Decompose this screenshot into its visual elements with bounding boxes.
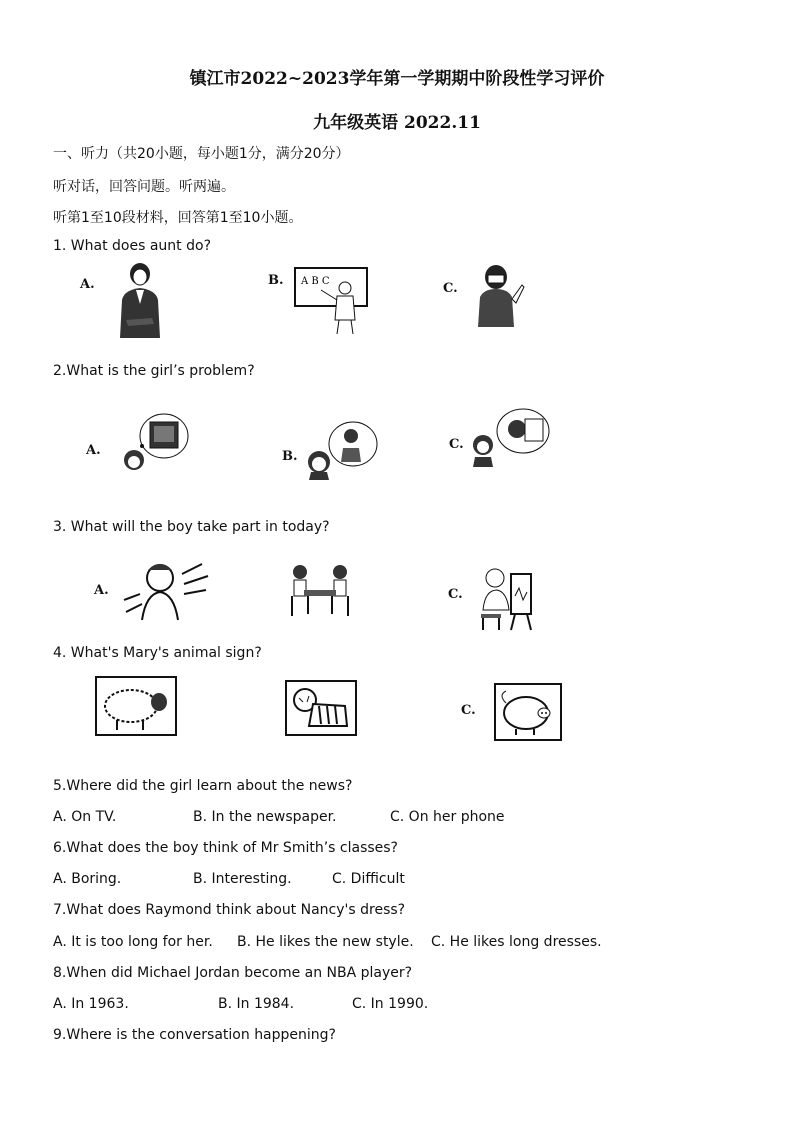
- board-text: A B C: [301, 276, 330, 287]
- picture-pig: [494, 683, 562, 741]
- option-label: C.: [443, 281, 458, 296]
- option-c: C. He likes long dresses.: [431, 934, 602, 950]
- picture-sheep: [95, 676, 177, 736]
- picture-masked-man: [472, 263, 527, 327]
- option-c: C. Difficult: [332, 871, 405, 887]
- option-label: B.: [282, 449, 298, 464]
- option-label: A.: [94, 583, 109, 598]
- option-label: C.: [461, 703, 476, 718]
- picture-teacher-at-board: [293, 266, 371, 336]
- instruction-line: 听第1至10段材料，回答第1至10小题。: [53, 210, 303, 226]
- picture-tiger: [285, 680, 357, 736]
- option-label: C.: [449, 437, 464, 452]
- question-6: 6.What does the boy think of Mr Smith’s classes?: [53, 840, 398, 856]
- option-a: A. Boring.: [53, 871, 122, 887]
- instruction-line: 听对话，回答问题。听两遍。: [53, 179, 235, 195]
- option-b: B. In 1984.: [218, 996, 295, 1012]
- question-8: 8.When did Michael Jordan become an NBA player?: [53, 965, 413, 981]
- picture-girl-thinking-doctor: [303, 418, 379, 480]
- option-b: B. In the newspaper.: [193, 809, 337, 825]
- question-1: 1. What does aunt do?: [53, 238, 211, 254]
- option-c: C. On her phone: [390, 809, 505, 825]
- option-a: A. In 1963.: [53, 996, 129, 1012]
- page-title: 镇江市2022~2023学年第一学期期中阶段性学习评价: [189, 69, 605, 89]
- question-7: 7.What does Raymond think about Nancy's dress?: [53, 902, 406, 918]
- picture-boy-singing: [122, 560, 212, 622]
- picture-woman-in-suit: [112, 260, 167, 338]
- question-9: 9.Where is the conversation happening?: [53, 1027, 336, 1043]
- option-label: A.: [86, 443, 101, 458]
- option-b: B. He likes the new style.: [237, 934, 414, 950]
- option-label: A.: [80, 277, 95, 292]
- page-subtitle: 九年级英语 2022.11: [313, 113, 481, 133]
- picture-boy-painting: [475, 566, 535, 632]
- option-c: C. In 1990.: [352, 996, 429, 1012]
- question-4: 4. What's Mary's animal sign?: [53, 645, 262, 661]
- picture-girl-thinking-computer: [471, 405, 551, 467]
- option-b: B. Interesting.: [193, 871, 292, 887]
- picture-kids-playing-chess: [286, 562, 354, 616]
- picture-girl-thinking-tv: [118, 410, 190, 476]
- question-5: 5.Where did the girl learn about the news?: [53, 778, 353, 794]
- option-label: B.: [268, 273, 284, 288]
- section-heading: 一、听力（共20小题，每小题1分，满分20分）: [53, 146, 350, 162]
- option-label: C.: [448, 587, 463, 602]
- question-2: 2.What is the girl’s problem?: [53, 363, 255, 379]
- question-3: 3. What will the boy take part in today?: [53, 519, 330, 535]
- option-a: A. On TV.: [53, 809, 117, 825]
- option-a: A. It is too long for her.: [53, 934, 213, 950]
